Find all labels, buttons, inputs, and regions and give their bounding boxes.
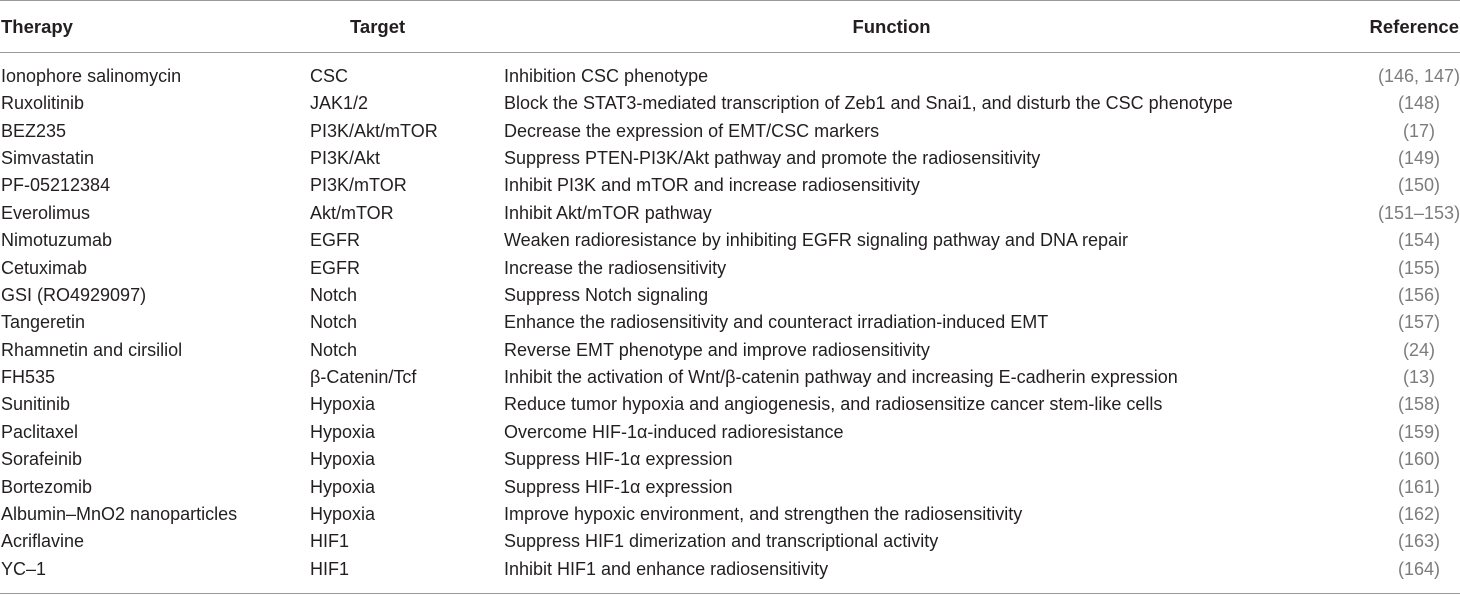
function-cell: Increase the radiosensitivity — [504, 257, 727, 278]
reference-link[interactable]: (24) — [1402, 339, 1435, 360]
table-row — [0, 53, 1460, 91]
target-cell: JAK1/2 — [310, 93, 369, 114]
function-cell: Overcome HIF-1α-induced radioresistance — [504, 421, 844, 442]
table-row — [0, 501, 1460, 528]
target-cell: Hypoxia — [310, 394, 376, 415]
target-cell: Notch — [310, 284, 358, 305]
target-cell: HIF1 — [310, 531, 350, 552]
therapy-cell: PF-05212384 — [1, 175, 111, 196]
therapy-cell: YC–1 — [0, 556, 308, 594]
therapy-cell: Sorafeinib — [1, 449, 83, 470]
table-row — [0, 473, 1460, 500]
reference-link[interactable]: (158) — [1397, 394, 1441, 415]
target-cell: Hypoxia — [310, 421, 376, 442]
table-row — [0, 282, 1460, 309]
target-cell: CSC — [310, 66, 349, 86]
table-row — [0, 337, 1460, 364]
function-cell: Inhibit PI3K and mTOR and increase radiosensitivity — [504, 175, 920, 196]
reference-link[interactable]: (159) — [1397, 421, 1441, 442]
reference-link[interactable]: (156) — [1397, 284, 1441, 305]
therapy-cell: Tangeretin — [1, 312, 86, 333]
therapy-cell: Simvastatin — [1, 147, 95, 168]
target-cell: Hypoxia — [310, 449, 376, 470]
reference-link[interactable]: (164) — [1397, 558, 1441, 579]
therapy-cell: GSI (RO4929097) — [1, 284, 147, 305]
target-cell: EGFR — [310, 230, 361, 251]
table-row — [0, 364, 1460, 391]
reference-link[interactable]: (13) — [1402, 367, 1435, 388]
target-cell: Notch — [310, 339, 358, 360]
therapy-cell: Everolimus — [1, 202, 91, 223]
reference-link[interactable]: (146, 147) — [1378, 66, 1460, 86]
reference-link[interactable]: (163) — [1397, 531, 1441, 552]
therapy-cell: Rhamnetin and cirsiliol — [1, 339, 183, 360]
function-cell: Reduce tumor hypoxia and angiogenesis, and radiosensitize cancer stem-like cells — [504, 394, 1163, 415]
reference-link[interactable]: (150) — [1397, 175, 1441, 196]
function-cell: Decrease the expression of EMT/CSC markers — [504, 120, 880, 141]
table-row — [0, 90, 1460, 117]
reference-link[interactable]: (161) — [1397, 476, 1441, 497]
target-cell: Notch — [310, 312, 358, 333]
table-row — [0, 227, 1460, 254]
therapy-cell: Nimotuzumab — [1, 230, 113, 251]
function-cell: Block the STAT3-mediated transcription of Zeb1 and Snai1, and disturb the CSC phenotype — [504, 93, 1233, 114]
function-cell: Weaken radioresistance by inhibiting EGFR signaling pathway and DNA repair — [504, 230, 1128, 251]
table-row — [0, 172, 1460, 199]
therapy-cell: Acriflavine — [1, 531, 85, 552]
target-cell: EGFR — [310, 257, 361, 278]
function-cell: Inhibit HIF1 and enhance radiosensitivity — [504, 556, 1338, 594]
reference-link[interactable]: (17) — [1402, 120, 1435, 141]
table-row — [0, 528, 1460, 555]
reference-link[interactable]: (157) — [1397, 312, 1441, 333]
function-cell: Suppress HIF1 dimerization and transcriptional activity — [504, 531, 939, 552]
function-cell: Improve hypoxic environment, and strengthen the radiosensitivity — [504, 504, 1023, 525]
table-row — [0, 446, 1460, 473]
function-cell: Suppress PTEN-PI3K/Akt pathway and promote the radiosensitivity — [504, 147, 1041, 168]
table-row — [0, 200, 1460, 227]
function-cell: Inhibition CSC phenotype — [504, 66, 709, 86]
function-cell: Inhibit Akt/mTOR pathway — [504, 202, 712, 223]
therapy-cell: Cetuximab — [1, 257, 88, 278]
table-row — [0, 419, 1460, 446]
table-header — [0, 1, 1460, 53]
target-cell: β-Catenin/Tcf — [310, 367, 417, 388]
therapy-cell: FH535 — [1, 367, 56, 388]
function-cell: Suppress HIF-1α expression — [504, 449, 733, 470]
reference-link[interactable]: (162) — [1397, 504, 1441, 525]
table-row — [0, 391, 1460, 418]
reference-link[interactable]: (148) — [1397, 93, 1441, 114]
target-cell: PI3K/Akt — [310, 147, 381, 168]
therapy-cell: Ionophore salinomycin — [1, 66, 182, 86]
header-function: Function — [504, 1, 1338, 53]
therapy-cell: Ruxolitinib — [1, 93, 85, 114]
header-row — [0, 1, 1460, 53]
table-row — [0, 145, 1460, 172]
reference-link[interactable]: (151–153) — [1378, 202, 1460, 223]
therapy-cell: Paclitaxel — [1, 421, 79, 442]
reference-link[interactable]: (160) — [1397, 449, 1441, 470]
table-row — [0, 117, 1460, 144]
table-row — [0, 254, 1460, 281]
target-cell: Hypoxia — [310, 504, 376, 525]
therapy-cell: Albumin–MnO2 nanoparticles — [1, 504, 238, 525]
function-cell: Inhibit the activation of Wnt/β-catenin pathway and increasing E-cadherin expression — [504, 367, 1178, 388]
function-cell: Suppress HIF-1α expression — [504, 476, 733, 497]
therapy-cell: Bortezomib — [1, 476, 93, 497]
target-cell: HIF1 — [308, 556, 504, 594]
target-cell: Akt/mTOR — [310, 202, 394, 223]
function-cell: Suppress Notch signaling — [504, 284, 709, 305]
header-target: Target — [308, 1, 504, 53]
reference-link[interactable]: (149) — [1397, 147, 1441, 168]
header-therapy: Therapy — [0, 1, 308, 53]
function-cell: Reverse EMT phenotype and improve radiosensitivity — [504, 339, 930, 360]
table-row — [0, 556, 1460, 594]
reference-link[interactable]: (155) — [1397, 257, 1441, 278]
reference-link[interactable]: (154) — [1397, 230, 1441, 251]
function-cell: Enhance the radiosensitivity and counteract irradiation-induced EMT — [504, 312, 1049, 333]
header-reference: Reference — [1338, 1, 1460, 53]
table-row — [0, 309, 1460, 336]
target-cell: PI3K/Akt/mTOR — [310, 120, 438, 141]
target-cell: Hypoxia — [310, 476, 376, 497]
therapy-cell: BEZ235 — [1, 120, 67, 141]
target-cell: PI3K/mTOR — [310, 175, 407, 196]
therapy-cell: Sunitinib — [1, 394, 71, 415]
table-body — [0, 53, 1460, 594]
